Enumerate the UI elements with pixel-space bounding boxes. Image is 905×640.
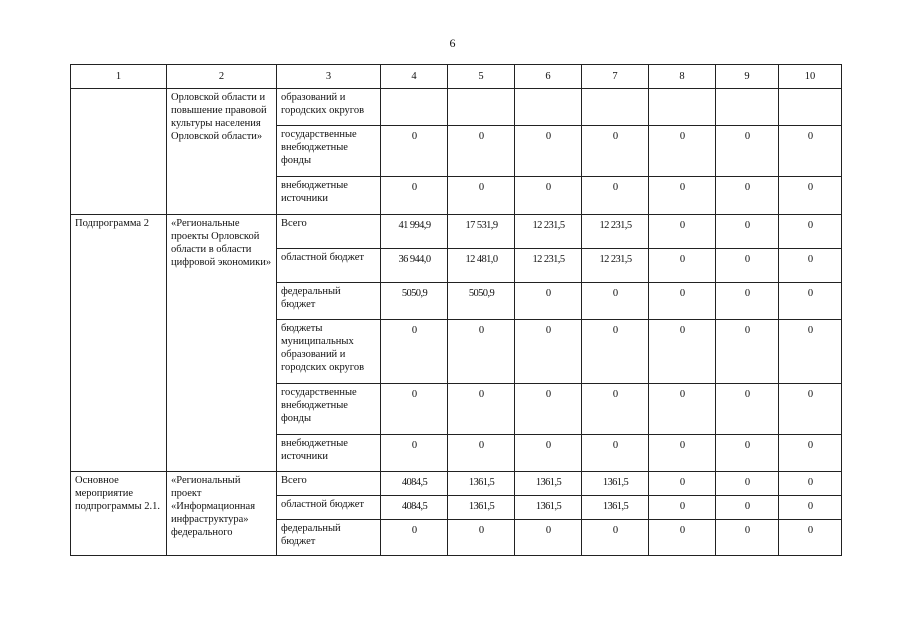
value-cell: 17 531,9 bbox=[448, 215, 515, 249]
source-cell: бюджеты муниципальных образований и городских округов bbox=[277, 320, 381, 384]
page-number: 6 bbox=[449, 36, 456, 50]
value-cell: 1361,5 bbox=[515, 496, 582, 520]
value-cell: 0 bbox=[779, 215, 842, 249]
budget-table bbox=[70, 64, 842, 556]
value-cell: 0 bbox=[779, 249, 842, 283]
value-cell: 0 bbox=[716, 177, 779, 215]
value-cell: 0 bbox=[515, 384, 582, 435]
value-cell: 0 bbox=[779, 472, 842, 496]
program-name-cell: «Региональный проект «Информационная инфраструктура» федерального bbox=[167, 472, 277, 556]
value-cell: 0 bbox=[381, 435, 448, 472]
value-cell: 0 bbox=[779, 384, 842, 435]
value-cell: 1361,5 bbox=[582, 472, 649, 496]
value-cell: 0 bbox=[448, 320, 515, 384]
value-cell: 0 bbox=[779, 520, 842, 556]
value-cell: 0 bbox=[582, 384, 649, 435]
program-cell: Подпрограмма 2 bbox=[71, 215, 167, 472]
source-cell: областной бюджет bbox=[277, 249, 381, 283]
value-cell: 0 bbox=[582, 520, 649, 556]
value-cell: 5050,9 bbox=[448, 283, 515, 320]
value-cell: 1361,5 bbox=[448, 496, 515, 520]
value-cell: 0 bbox=[779, 435, 842, 472]
value-cell: 4084,5 bbox=[381, 496, 448, 520]
value-cell: 0 bbox=[582, 320, 649, 384]
value-cell: 0 bbox=[716, 496, 779, 520]
value-cell bbox=[515, 89, 582, 126]
value-cell: 41 994,9 bbox=[381, 215, 448, 249]
source-cell: внебюджетные источники bbox=[277, 177, 381, 215]
value-cell: 0 bbox=[381, 320, 448, 384]
value-cell: 1361,5 bbox=[448, 472, 515, 496]
value-cell: 1361,5 bbox=[515, 472, 582, 496]
value-cell: 0 bbox=[779, 283, 842, 320]
table-row bbox=[71, 215, 842, 249]
header-cell: 3 bbox=[277, 65, 381, 89]
header-cell: 6 bbox=[515, 65, 582, 89]
header-cell: 2 bbox=[167, 65, 277, 89]
value-cell: 0 bbox=[716, 520, 779, 556]
value-cell: 0 bbox=[649, 177, 716, 215]
value-cell: 0 bbox=[381, 384, 448, 435]
value-cell: 0 bbox=[716, 384, 779, 435]
value-cell: 0 bbox=[448, 177, 515, 215]
value-cell: 0 bbox=[716, 249, 779, 283]
value-cell: 0 bbox=[779, 496, 842, 520]
value-cell: 0 bbox=[716, 320, 779, 384]
value-cell bbox=[649, 89, 716, 126]
value-cell: 0 bbox=[582, 177, 649, 215]
value-cell: 0 bbox=[515, 435, 582, 472]
value-cell: 0 bbox=[649, 215, 716, 249]
value-cell: 0 bbox=[381, 126, 448, 177]
program-name-cell: «Региональные проекты Орловской области в области цифровой экономики» bbox=[167, 215, 277, 472]
value-cell: 0 bbox=[582, 283, 649, 320]
header-cell: 1 bbox=[71, 65, 167, 89]
table-row bbox=[71, 472, 842, 496]
value-cell: 0 bbox=[448, 126, 515, 177]
value-cell: 0 bbox=[716, 472, 779, 496]
value-cell: 0 bbox=[582, 126, 649, 177]
value-cell bbox=[716, 89, 779, 126]
header-cell: 4 bbox=[381, 65, 448, 89]
header-cell: 5 bbox=[448, 65, 515, 89]
program-name-cell: Орловской области и повышение правовой культуры населения Орловской области» bbox=[167, 89, 277, 215]
source-cell: федеральный бюджет bbox=[277, 283, 381, 320]
source-cell: Всего bbox=[277, 472, 381, 496]
value-cell: 4084,5 bbox=[381, 472, 448, 496]
value-cell: 0 bbox=[779, 320, 842, 384]
value-cell: 0 bbox=[779, 126, 842, 177]
source-cell: государственные внебюджетные фонды bbox=[277, 126, 381, 177]
source-cell: областной бюджет bbox=[277, 496, 381, 520]
value-cell: 0 bbox=[649, 496, 716, 520]
value-cell bbox=[582, 89, 649, 126]
program-cell bbox=[71, 89, 167, 215]
value-cell: 0 bbox=[448, 520, 515, 556]
value-cell: 0 bbox=[779, 177, 842, 215]
value-cell: 0 bbox=[381, 177, 448, 215]
value-cell: 0 bbox=[515, 126, 582, 177]
value-cell: 0 bbox=[515, 177, 582, 215]
value-cell: 0 bbox=[649, 520, 716, 556]
value-cell: 0 bbox=[716, 126, 779, 177]
table-row bbox=[71, 89, 842, 126]
value-cell: 0 bbox=[649, 320, 716, 384]
source-cell: Всего bbox=[277, 215, 381, 249]
source-cell: образований и городских округов bbox=[277, 89, 381, 126]
value-cell: 0 bbox=[582, 435, 649, 472]
value-cell bbox=[448, 89, 515, 126]
source-cell: федеральный бюджет bbox=[277, 520, 381, 556]
value-cell: 12 231,5 bbox=[582, 249, 649, 283]
value-cell: 0 bbox=[515, 520, 582, 556]
program-cell: Основное мероприятие подпрограммы 2.1. bbox=[71, 472, 167, 556]
value-cell: 0 bbox=[448, 384, 515, 435]
value-cell: 12 231,5 bbox=[515, 215, 582, 249]
header-cell: 10 bbox=[779, 65, 842, 89]
value-cell: 12 231,5 bbox=[515, 249, 582, 283]
value-cell: 0 bbox=[716, 435, 779, 472]
value-cell: 0 bbox=[649, 384, 716, 435]
value-cell: 1361,5 bbox=[582, 496, 649, 520]
value-cell: 0 bbox=[649, 435, 716, 472]
value-cell: 0 bbox=[381, 520, 448, 556]
value-cell: 0 bbox=[716, 215, 779, 249]
value-cell: 0 bbox=[515, 320, 582, 384]
value-cell: 0 bbox=[716, 283, 779, 320]
value-cell: 36 944,0 bbox=[381, 249, 448, 283]
source-cell: государственные внебюджетные фонды bbox=[277, 384, 381, 435]
value-cell: 12 231,5 bbox=[582, 215, 649, 249]
value-cell: 0 bbox=[649, 283, 716, 320]
value-cell: 0 bbox=[448, 435, 515, 472]
header-cell: 7 bbox=[582, 65, 649, 89]
value-cell bbox=[779, 89, 842, 126]
value-cell bbox=[381, 89, 448, 126]
source-cell: внебюджетные источники bbox=[277, 435, 381, 472]
value-cell: 12 481,0 bbox=[448, 249, 515, 283]
value-cell: 0 bbox=[649, 126, 716, 177]
value-cell: 5050,9 bbox=[381, 283, 448, 320]
header-row bbox=[71, 65, 842, 89]
header-cell: 9 bbox=[716, 65, 779, 89]
header-cell: 8 bbox=[649, 65, 716, 89]
value-cell: 0 bbox=[649, 472, 716, 496]
value-cell: 0 bbox=[515, 283, 582, 320]
value-cell: 0 bbox=[649, 249, 716, 283]
